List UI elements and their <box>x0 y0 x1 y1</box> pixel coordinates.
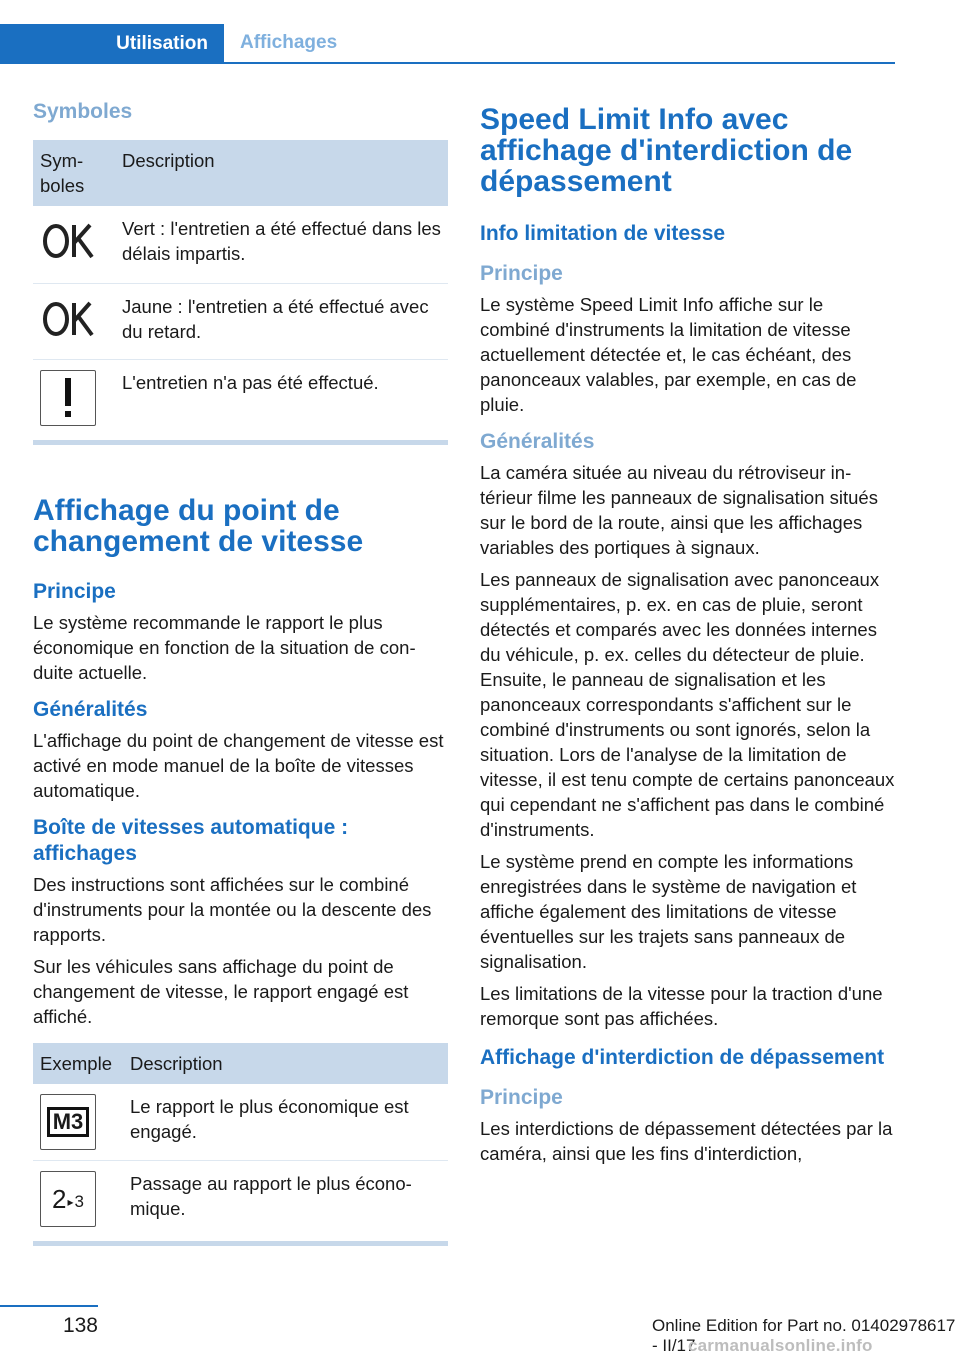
col-header-description: Description <box>123 1043 448 1084</box>
gear-m3-label: M3 <box>47 1107 90 1137</box>
row-description: L'entretien n'a pas été effectué. <box>115 359 448 442</box>
generalites-text-4: Les limitations de la vitesse pour la traction d'une remorque sont pas affichées. <box>480 983 883 1029</box>
arrow-right-icon: ▸ <box>67 1194 74 1209</box>
header-rule <box>0 62 895 64</box>
row-description: Vert : l'entretien a été effectué dans les délais impartis. <box>115 206 448 283</box>
principe-heading: Principe <box>33 579 116 603</box>
generalites-text-2: Les panneaux de signalisation avec panonceaux supplémentaires, p. ex. en cas de pluie, seront détectés et comparés avec les données internes du véhicule, p. ex. celles du détecteur de pluie. Ensuite, le panneau de signalisation et les panonceaux correspondants s'affichent sur le combiné d'instruments ou sont ignorés, selon la situation. Lors de l'analyse de la limitation de vitesse, il est tenu compte de certains panonceaux qui cependant ne s'affichent pas dans le combiné d'instruments. <box>480 569 895 840</box>
table-header-row <box>33 1043 448 1084</box>
symbols-table <box>33 140 448 445</box>
tab-utilisation[interactable]: Utilisation <box>0 24 224 64</box>
table-row <box>33 1160 448 1243</box>
principe-text: Le système Speed Limit Info affiche sur le combiné d'instruments la limitation de vitesse actuellement détectée et, le cas échéant, des panonceaux valables, par exemple, en cas de pluie. <box>480 294 857 415</box>
boite-text-2: Sur les véhicules sans affichage du point de changement de vitesse, le rapport engagé est affiché. <box>33 955 409 1027</box>
boite-text-1: Des instructions sont affichées sur le combiné d'instruments pour la montée ou la descente des rapports. <box>33 873 432 945</box>
principe-text: Le système recommande le rapport le plus économique en fonction de la situation de conduite actuelle. <box>33 611 416 683</box>
col-header-description: Description <box>115 140 448 206</box>
page-number: 138 <box>62 1314 98 1337</box>
section-title-gear-shift: Affichage du point de changement de vitesse <box>33 493 364 558</box>
ok-yellow-icon <box>40 294 98 344</box>
info-heading: Info limitation de vitesse <box>480 222 726 245</box>
principe2-heading: Principe <box>480 1086 563 1109</box>
depassement-heading: Affichage d'interdiction de dépassement <box>480 1046 885 1069</box>
table-row <box>33 359 448 442</box>
table-row <box>33 206 448 283</box>
row-description: Passage au rapport le plus économique. <box>123 1160 448 1243</box>
gear-shift-2-3-icon <box>40 1171 96 1227</box>
exclamation-icon <box>40 370 96 426</box>
footer-rule <box>0 1305 98 1307</box>
page-header <box>0 24 895 64</box>
principe2-text: Les interdictions de dépassement détectées par la caméra, ainsi que les fins d'interdiction, <box>480 1118 893 1164</box>
gear-m3-icon <box>40 1094 96 1150</box>
generalites-text: L'affichage du point de changement de vitesse est activé en mode manuel de la boîte de vitesses automatique. <box>33 729 444 801</box>
generalites-heading: Généralités <box>33 697 148 721</box>
edition-note: Online Edition for Part no. 01402978617 - II/17 <box>652 1316 956 1355</box>
principe-heading: Principe <box>480 262 563 285</box>
col-header-symbols: Sym- boles <box>33 140 115 206</box>
right-column <box>480 104 895 1173</box>
table-row <box>33 283 448 359</box>
left-column <box>33 100 448 1246</box>
table-row <box>33 1084 448 1161</box>
table-header-row <box>33 140 448 206</box>
col-header-example: Exemple <box>33 1043 123 1084</box>
generalites-text-1: La caméra située au niveau du rétroviseur intérieur filme les panneaux de signalisation situés sur le bord de la route, ainsi que les affichages variables des portiques à signaux. <box>480 462 878 558</box>
target-gear: 3 <box>74 1191 84 1211</box>
ok-green-icon <box>40 216 98 266</box>
generalites-text-3: Le système prend en compte les informations enregistrées dans le système de navigation et affiche également des limitations de vitesse éventuelles sur les trajets sans panneaux de signalisation. <box>480 851 857 972</box>
watermark: carmanualsonline.info <box>688 1336 873 1355</box>
current-gear: 2 <box>52 1183 67 1214</box>
generalites-heading: Généralités <box>480 430 595 453</box>
tab-affichages[interactable]: Affichages <box>240 32 338 53</box>
example-table <box>33 1043 448 1246</box>
section-title-speed-limit: Speed Limit Info avec affichage d'interdiction de dépassement <box>480 103 853 198</box>
row-description: Jaune : l'entretien a été effectué avec du retard. <box>115 283 448 359</box>
row-description: Le rapport le plus économique est engagé. <box>123 1084 448 1161</box>
boite-heading: Boîte de vitesses automatique : affichages <box>33 815 349 865</box>
symbols-heading: Symboles <box>33 100 133 123</box>
